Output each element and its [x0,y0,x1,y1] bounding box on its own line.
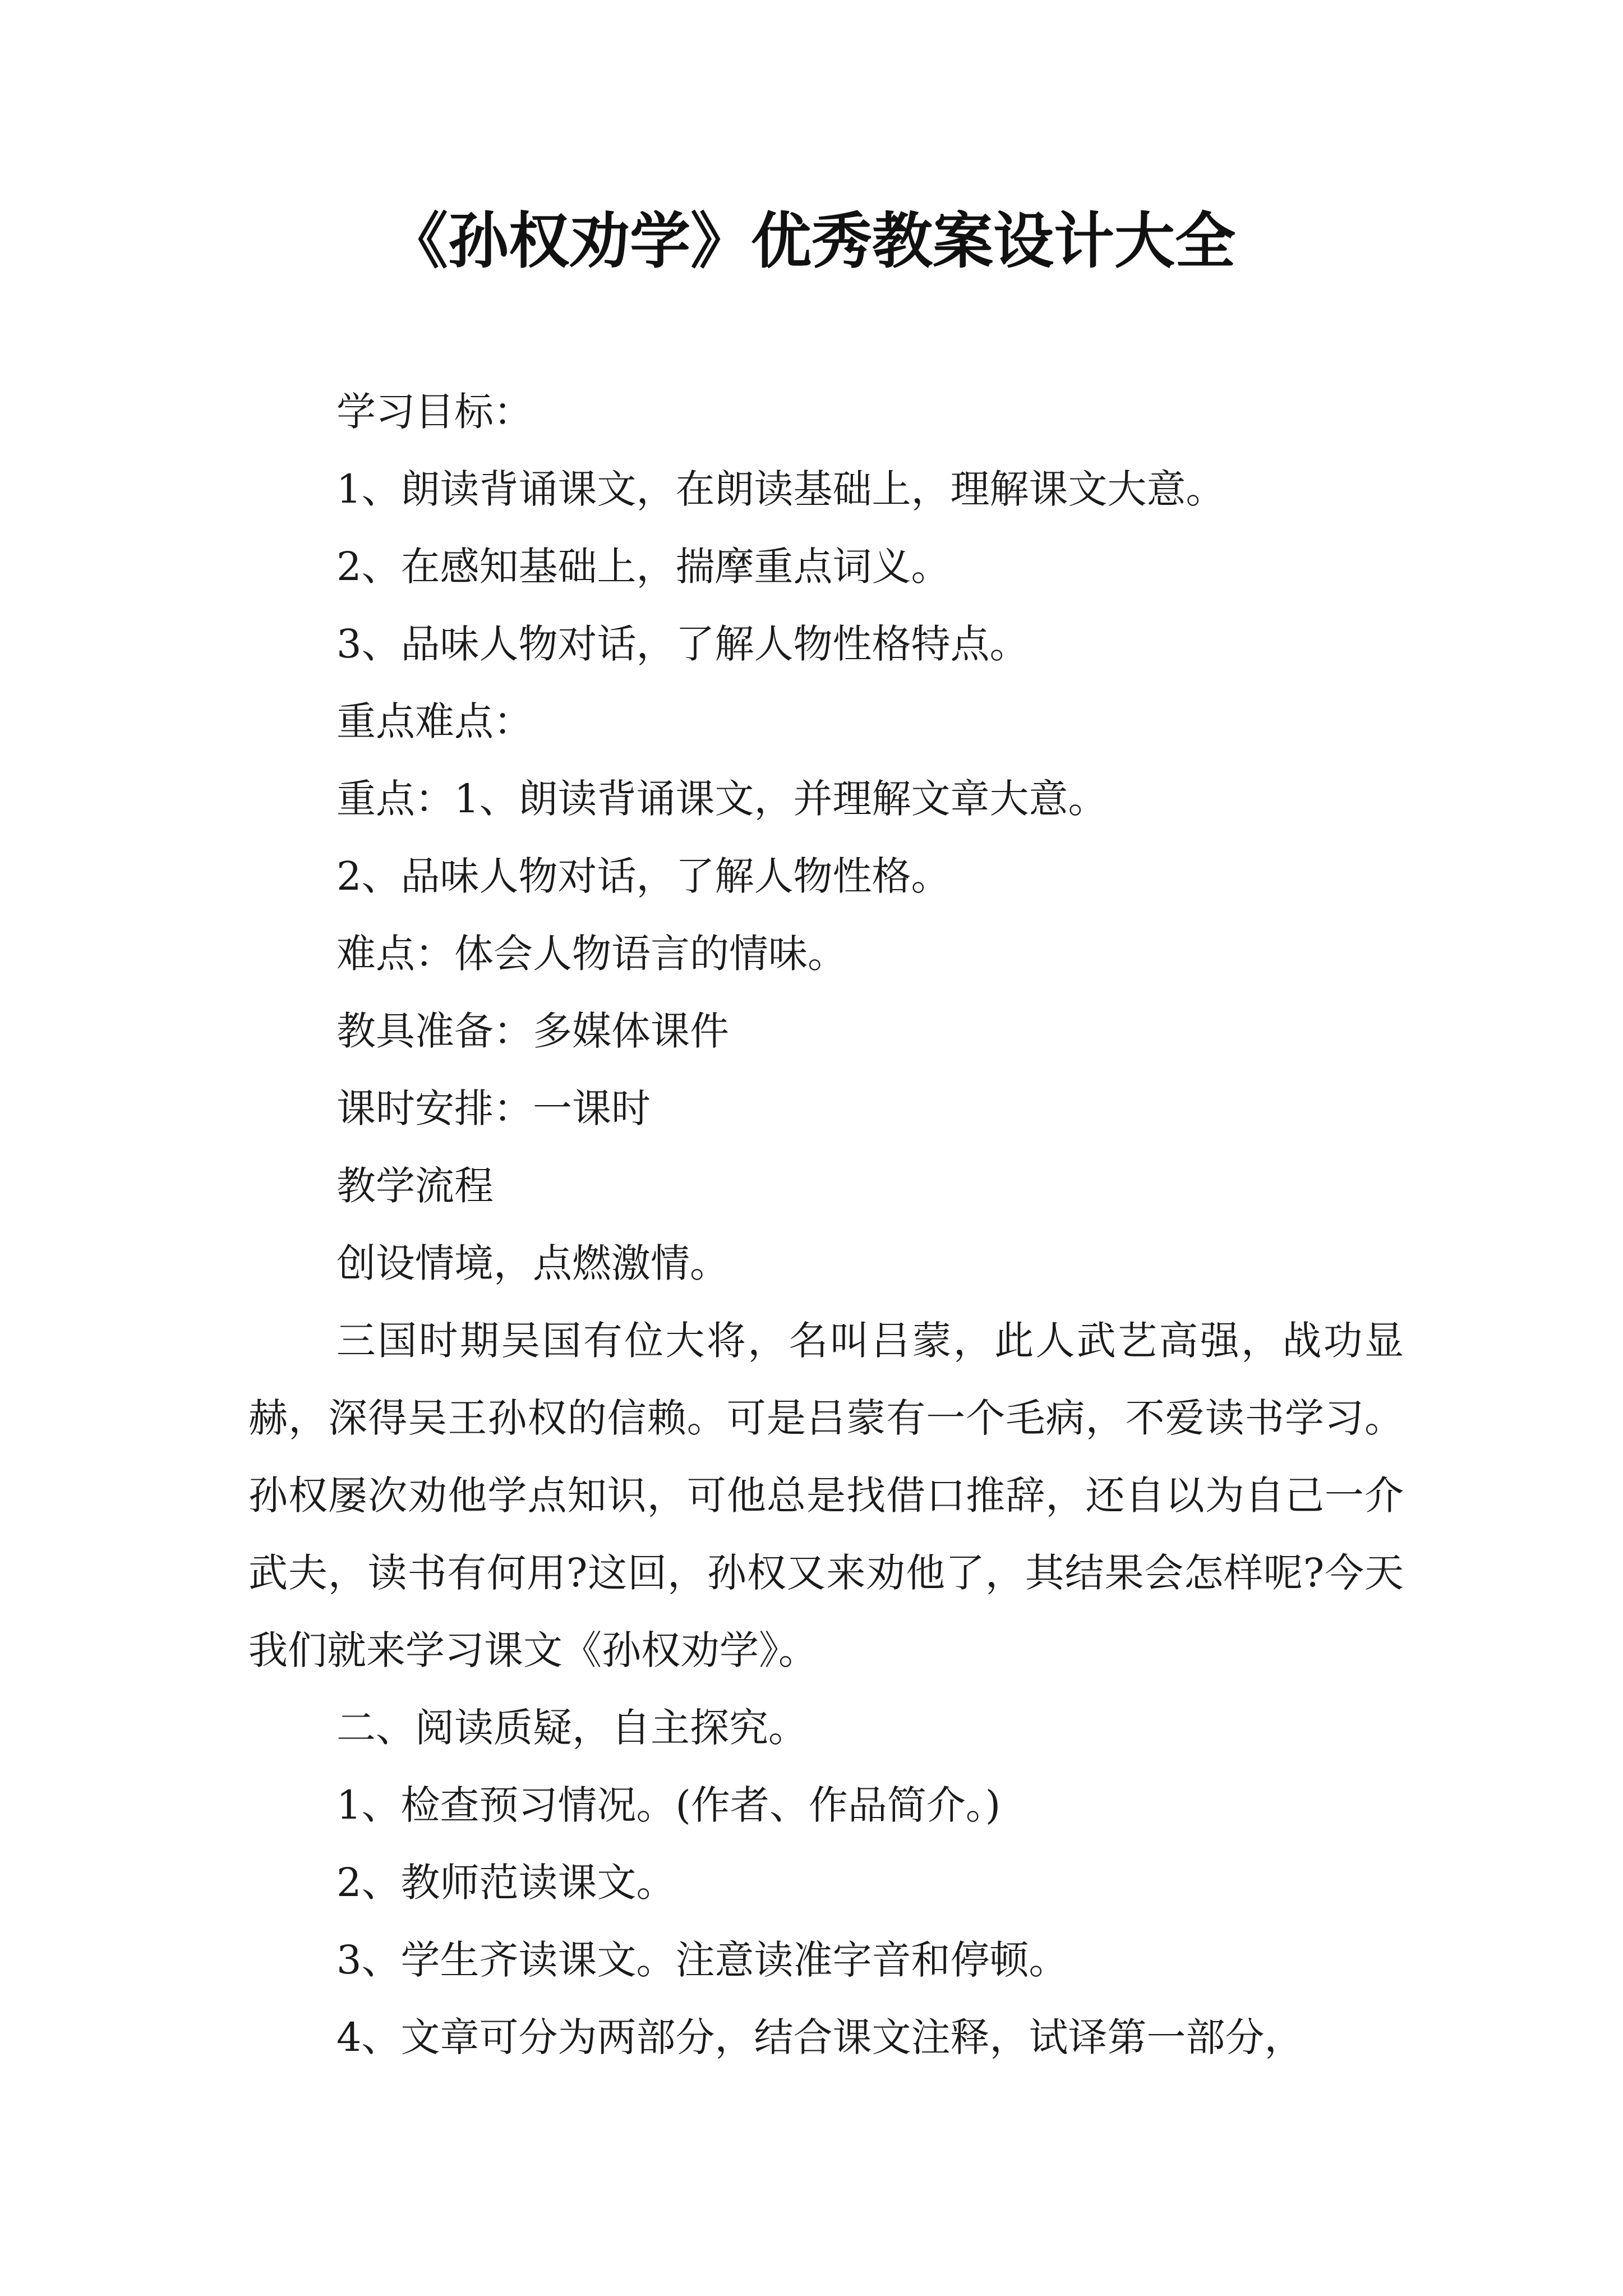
paragraph: 创设情境，点燃激情。 [336,1240,729,1286]
paragraph: 3、学生齐读课文。注意读准字音和停顿。 [336,1937,1068,1983]
document-body [248,373,1404,2076]
paragraph: 2、品味人物对话，了解人物性格。 [336,853,951,899]
paragraph: 三国时期吴国有位大将，名叫吕蒙，此人武艺高强，战功显赫，深得吴王孙权的信赖。可是吕蒙有一个毛病，不爱读书学习。孙权屡次劝他学点知识，可他总是找借口推辞，还自以为自己一介武夫，读书有何用?这回，孙权又来劝他了，其结果会怎样呢?今天我们就来学习课文《孙权劝学》。 [248,1318,1404,1673]
document-title: 《孙权劝学》优秀教案设计大全 [387,206,1235,277]
paragraph: 教学流程 [336,1163,494,1209]
paragraph: 重点难点： [336,698,533,744]
paragraph: 2、教师范读课文。 [336,1860,676,1906]
paragraph: 4、文章可分为两部分，结合课文注释，试译第一部分， [336,2014,1304,2060]
paragraph: 学习目标： [336,389,533,435]
paragraph: 二、阅读质疑，自主探究。 [336,1705,808,1751]
paragraph: 难点：体会人物语言的情味。 [336,931,847,977]
paragraph: 教具准备：多媒体课件 [336,1008,729,1054]
paragraph: 2、在感知基础上，揣摩重点词义。 [336,544,951,590]
paragraph: 1、朗读背诵课文，在朗读基础上，理解课文大意。 [336,466,1225,512]
paragraph: 重点：1、朗读背诵课文，并理解文章大意。 [336,776,1108,822]
paragraph: 1、检查预习情况。(作者、作品简介。) [336,1782,1001,1828]
paragraph: 课时安排：一课时 [336,1085,651,1131]
paragraph: 3、品味人物对话，了解人物性格特点。 [336,621,1029,667]
